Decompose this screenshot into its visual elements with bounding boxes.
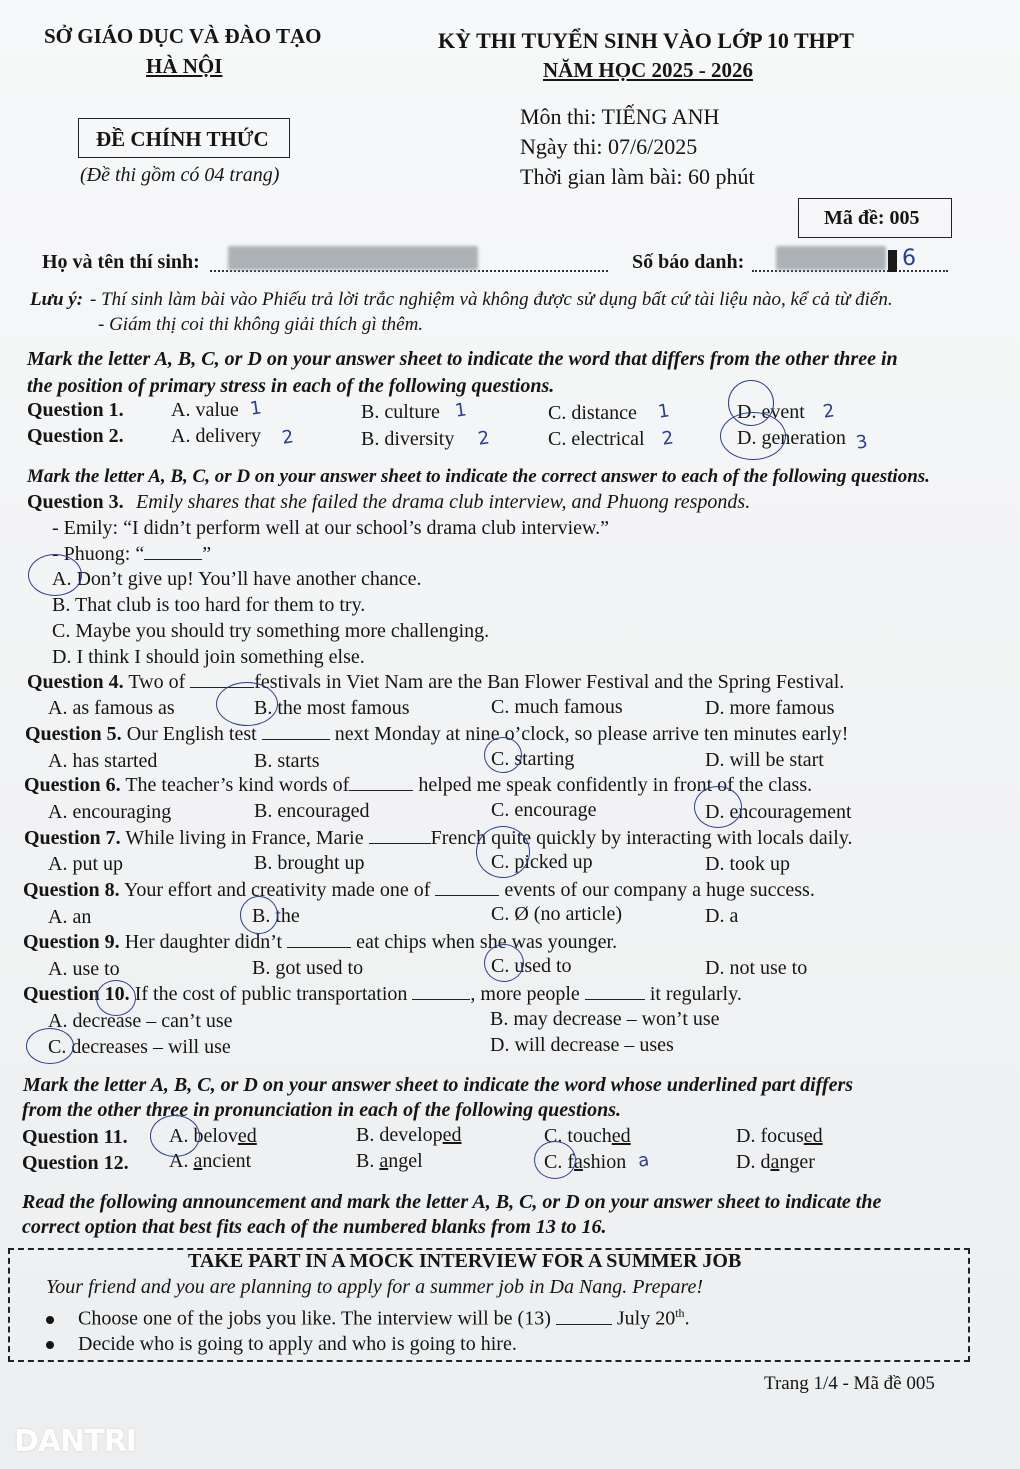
handwritten-circle-q5-c	[484, 737, 522, 773]
dantri-watermark: DANTRI	[14, 1424, 136, 1459]
bullet1-date: July 20	[616, 1307, 676, 1330]
q3-phuong-close: ”	[202, 543, 212, 565]
q8-option-d: D. a	[705, 905, 739, 927]
bullet1-sup: th	[675, 1306, 685, 1320]
section1-instruction-1: Mark the letter A, B, C, or D on your answer sheet to indicate the word that differs from the other three in	[27, 348, 898, 370]
handwritten-circle-q2-d	[720, 412, 786, 460]
handwritten-circle-q7-c	[476, 826, 530, 878]
q11-c-text: C. touch	[544, 1125, 612, 1147]
handwritten-mark-q2-d: 3	[854, 431, 869, 454]
q10-post: it regularly.	[649, 983, 742, 1005]
q10-blank-2	[585, 998, 645, 1000]
handwritten-circle-q12-c	[534, 1141, 576, 1179]
q10-mid: , more people	[470, 983, 580, 1005]
q4-pre: Two of	[128, 671, 186, 693]
q3-option-c: C. Maybe you should try something more challenging.	[52, 620, 490, 642]
q9-stem	[23, 931, 617, 954]
q12-d-post: nger	[779, 1151, 815, 1173]
q8-option-a: A. an	[48, 906, 92, 928]
handwritten-mark-q1-d: 2	[821, 400, 836, 423]
q8-stem	[23, 879, 815, 902]
q5-option-b: B. starts	[254, 750, 320, 772]
q10-pre: If the cost of public transportation	[134, 983, 408, 1005]
q11-d-text: D. focus	[736, 1125, 804, 1147]
handwritten-mark-q1-a: 1	[248, 397, 263, 420]
handwritten-circle-q3-a	[28, 554, 82, 596]
q9-option-c: C. used to	[491, 955, 572, 977]
department-line1: SỞ GIÁO DỤC VÀ ĐÀO TẠO	[44, 24, 322, 48]
q9-option-d: D. not use to	[705, 957, 808, 979]
q6-pre: The teacher’s kind words of	[125, 774, 350, 796]
q1-option-c: C. distance	[548, 402, 637, 424]
q12-b-post: ngel	[388, 1150, 423, 1172]
q11-option-d	[736, 1125, 823, 1148]
q12-option-b	[356, 1150, 423, 1173]
handwritten-circle-q6-d	[694, 786, 742, 828]
q2-label: Question 2.	[27, 425, 124, 447]
q4-option-c: C. much famous	[491, 696, 623, 718]
announcement-bullet-2	[46, 1333, 517, 1356]
note-line1: - Thí sinh làm bài vào Phiếu trả lời trắc nghiệm và không được sử dụng bất cứ tài liệu nào, kể cả từ điển.	[90, 289, 893, 310]
q3-blank	[144, 558, 202, 560]
handwritten-circle-q9-c	[484, 944, 524, 982]
pages-note: (Đề thi gồm có 04 trang)	[80, 164, 280, 186]
q3-stem: Emily shares that she failed the drama club interview, and Phuong responds.	[136, 491, 751, 513]
q12-d-pre: D. d	[736, 1151, 771, 1173]
q3-phuong-open: - Phuong: “	[52, 543, 145, 565]
section3-instruction-1: Mark the letter A, B, C, or D on your answer sheet to indicate the word whose underlined part differs	[23, 1074, 854, 1096]
q6-label: Question 6.	[24, 774, 121, 796]
subject: Môn thi: TIẾNG ANH	[520, 104, 720, 129]
q13-blank	[556, 1323, 612, 1325]
q10-blank-1	[412, 998, 470, 1000]
q11-d-underlined: ed	[803, 1125, 823, 1147]
q1-option-a: A. value	[171, 399, 239, 421]
handwritten-mark-q2-a: 2	[280, 426, 295, 449]
q9-pre: Her daughter didn’t	[124, 931, 283, 953]
q2-option-b: B. diversity	[361, 428, 455, 450]
q12-c-underlined: a	[574, 1151, 583, 1173]
q7-pre: While living in France, Marie	[125, 827, 364, 849]
q5-post: next Monday at nine o’clock, so please arrive ten minutes early!	[334, 723, 849, 745]
section2-instruction: Mark the letter A, B, C, or D on your answer sheet to indicate the correct answer to each of the following questions.	[27, 466, 930, 487]
q3-option-d: D. I think I should join something else.	[52, 646, 365, 668]
handwritten-mark-q2-c: 2	[660, 427, 675, 450]
q6-option-a: A. encouraging	[48, 801, 172, 823]
q11-b-underlined: ed	[442, 1124, 462, 1146]
q12-a-underlined: a	[193, 1150, 203, 1172]
handwritten-circle-q11-a	[150, 1115, 200, 1157]
handwritten-circle-q8-b	[240, 896, 278, 934]
duration: Thời gian làm bài: 60 phút	[520, 164, 755, 189]
q8-option-c: C. Ø (no article)	[491, 903, 623, 925]
q2-option-c: C. electrical	[548, 428, 645, 450]
q2-option-d: D. generation	[737, 427, 846, 449]
q9-blank	[287, 946, 351, 948]
q7-label: Question 7.	[24, 827, 121, 849]
q5-label: Question 5.	[25, 723, 122, 745]
q5-option-a: A. has started	[48, 750, 158, 772]
q6-blank	[349, 789, 413, 791]
q8-pre: Your effort and creativity made one of	[123, 879, 431, 901]
bullet1-end: .	[684, 1307, 690, 1330]
section4-instruction-2: correct option that best fits each of the numbered blanks from 13 to 16.	[22, 1216, 607, 1238]
q4-option-a: A. as famous as	[48, 697, 175, 719]
note-line2: - Giám thị coi thi không giải thích gì thêm.	[98, 314, 424, 335]
q4-option-b: B. the most famous	[254, 697, 410, 719]
q9-label: Question 9.	[23, 931, 120, 953]
exam-title: KỲ THI TUYỂN SINH VÀO LỚP 10 THPT	[438, 28, 854, 53]
q5-option-c: C. starting	[491, 748, 575, 770]
q12-label: Question 12.	[22, 1152, 129, 1174]
q9-option-b: B. got used to	[252, 957, 364, 979]
section3-instruction-2: from the other three in pronunciation in each of the following questions.	[22, 1099, 621, 1121]
department-line2: HÀ NỘI	[146, 54, 223, 78]
id-visible-digit: 6	[902, 246, 916, 271]
page-info: Trang 1/4 - Mã đề 005	[764, 1373, 935, 1394]
q8-blank	[435, 894, 499, 896]
id-mark	[888, 250, 897, 272]
q1-option-d: D. event	[737, 401, 805, 423]
handwritten-mark-q1-b: 1	[453, 399, 468, 422]
q7-blank	[369, 842, 431, 844]
q7-option-d: D. took up	[705, 853, 790, 875]
announcement-bullet-1	[46, 1306, 690, 1331]
exam-date: Ngày thi: 07/6/2025	[520, 134, 698, 159]
redacted-id	[776, 246, 886, 270]
redacted-name	[228, 246, 478, 270]
announcement-title: TAKE PART IN A MOCK INTERVIEW FOR A SUMMER JOB	[188, 1250, 742, 1272]
q12-c-pre: C. f	[544, 1151, 574, 1173]
q4-stem	[27, 671, 844, 694]
note-label: Lưu ý:	[30, 289, 84, 310]
q12-d-underlined: a	[770, 1151, 780, 1173]
q9-option-a: A. use to	[48, 958, 120, 980]
q8-post: events of our company a huge success.	[504, 879, 815, 901]
bullet-icon	[46, 1341, 54, 1349]
handwritten-circle-q10-number	[96, 980, 136, 1016]
handwritten-mark-q1-c: 1	[656, 400, 671, 423]
q7-option-b: B. brought up	[254, 852, 365, 874]
q4-post: festivals in Viet Nam are the Ban Flower Festival and the Spring Festival.	[254, 671, 845, 693]
q7-post: French quite quickly by interacting with locals daily.	[430, 827, 853, 849]
q10-option-b: B. may decrease – won’t use	[490, 1008, 720, 1030]
q11-option-b	[356, 1124, 462, 1147]
q7-stem	[24, 827, 853, 850]
q5-stem	[25, 723, 848, 746]
q7-option-a: A. put up	[48, 853, 123, 875]
q6-stem	[24, 774, 812, 797]
section4-instruction-1: Read the following announcement and mark the letter A, B, C, or D on your answer sheet to indicate the	[22, 1191, 882, 1213]
q1-option-b: B. culture	[361, 401, 440, 423]
q11-label: Question 11.	[22, 1126, 128, 1148]
q6-option-d: D. encouragement	[705, 801, 852, 823]
school-year: NĂM HỌC 2025 - 2026	[543, 58, 753, 82]
handwritten-mark-q12-c: a	[636, 1149, 651, 1172]
handwritten-mark-q2-b: 2	[476, 427, 491, 450]
q5-pre: Our English test	[126, 723, 257, 745]
q10-option-c: C. decreases – will use	[48, 1036, 231, 1058]
q3-option-a: A. Don’t give up! You’ll have another chance.	[52, 568, 422, 590]
q6-option-c: C. encourage	[491, 799, 597, 821]
official-label: ĐỀ CHÍNH THỨC	[96, 127, 269, 151]
exam-code: Mã đề: 005	[824, 207, 920, 229]
q12-option-d	[736, 1151, 815, 1174]
q10-option-a: A. decrease – can’t use	[48, 1010, 233, 1032]
q10-option-d: D. will decrease – uses	[490, 1034, 674, 1056]
q11-b-text: B. develop	[356, 1124, 443, 1146]
q6-option-b: B. encouraged	[254, 800, 370, 822]
q12-b-underlined: a	[379, 1150, 389, 1172]
q12-a-pre: A.	[169, 1150, 194, 1172]
q8-label: Question 8.	[23, 879, 120, 901]
candidate-id-dots	[752, 270, 948, 272]
q4-label: Question 4.	[27, 671, 124, 693]
q10-label: Question 10.	[23, 983, 130, 1005]
candidate-name-dots	[210, 270, 608, 272]
bullet-icon	[46, 1316, 54, 1324]
q11-a-underlined: ed	[237, 1125, 257, 1147]
q11-c-underlined: ed	[611, 1125, 631, 1147]
announcement-subtitle: Your friend and you are planning to apply for a summer job in Da Nang. Prepare!	[46, 1276, 704, 1298]
q11-a-text: A. belov	[169, 1125, 238, 1147]
q9-post: eat chips when she was younger.	[356, 931, 618, 953]
q12-a-post: ncient	[202, 1150, 252, 1172]
q8-option-b: B. the	[252, 905, 300, 927]
q5-option-d: D. will be start	[705, 749, 824, 771]
q4-option-d: D. more famous	[705, 697, 835, 719]
q1-label: Question 1.	[27, 399, 124, 421]
q12-c-post: shion	[582, 1151, 627, 1173]
q3-emily: - Emily: “I didn’t perform well at our school’s drama club interview.”	[52, 517, 610, 539]
candidate-id-label: Số báo danh:	[632, 251, 745, 273]
q6-post: helped me speak confidently in front of the class.	[418, 774, 813, 796]
bullet1-text: Choose one of the jobs you like. The interview will be (13)	[78, 1307, 551, 1330]
q7-option-c: C. picked up	[491, 851, 593, 873]
q12-b-pre: B.	[356, 1150, 380, 1172]
q2-option-a: A. delivery	[171, 425, 261, 447]
section1-instruction-2: the position of primary stress in each of the following questions.	[27, 375, 555, 397]
q5-blank	[262, 738, 330, 740]
handwritten-circle-q4-b	[216, 682, 278, 726]
bullet2-text: Decide who is going to apply and who is going to hire.	[78, 1333, 517, 1355]
q3-option-b: B. That club is too hard for them to try.	[52, 594, 366, 616]
q3-label: Question 3.	[27, 491, 124, 513]
handwritten-circle-q10-c	[26, 1028, 74, 1064]
candidate-name-label: Họ và tên thí sinh:	[42, 251, 200, 273]
